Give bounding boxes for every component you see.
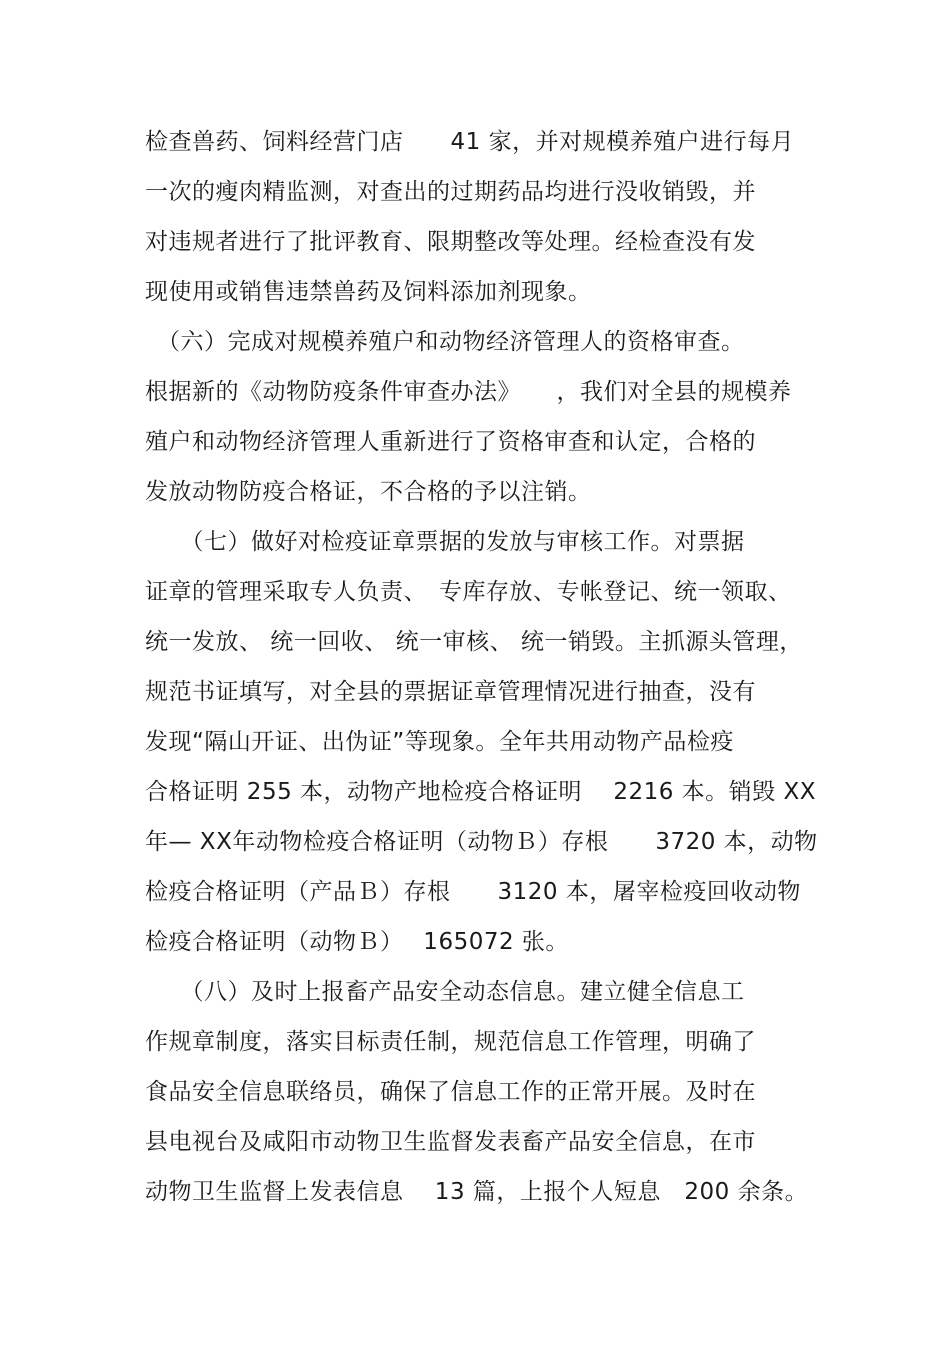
text-line: 检查兽药、饲料经营门店 41 家，并对规模养殖户进行每月 (145, 129, 795, 155)
text-line: 食品安全信息联络员，确保了信息工作的正常开展。及时在 (145, 1079, 756, 1105)
text-line: 统一发放、 统一回收、 统一审核、 统一销毁。主抓源头管理， (145, 629, 803, 655)
text-line: 合格证明 255 本，动物产地检疫合格证明 2216 本。销毁 XX (145, 779, 817, 805)
text-line: 作规章制度，落实目标责任制，规范信息工作管理，明确了 (145, 1029, 756, 1055)
text-line: 发现“隔山开证、出伪证”等现象。全年共用动物产品检疫 (145, 729, 734, 755)
text-line: 殖户和动物经济管理人重新进行了资格审查和认定，合格的 (145, 429, 756, 455)
section-heading-7: （七）做好对检疫证章票据的发放与审核工作。对票据 (145, 529, 745, 555)
text-line: 检疫合格证明（动物Ｂ） 165072 张。 (145, 929, 569, 955)
text-line: 根据新的《动物防疫条件审查办法》 ，我们对全县的规模养 (145, 379, 792, 405)
text-line: 发放动物防疫合格证，不合格的予以注销。 (145, 479, 592, 505)
text-line: 对违规者进行了批评教育、限期整改等处理。经检查没有发 (145, 229, 756, 255)
text-line: 检疫合格证明（产品Ｂ）存根 3120 本，屠宰检疫回收动物 (145, 879, 801, 905)
text-line: 现使用或销售违禁兽药及饲料添加剂现象。 (145, 279, 592, 305)
text-line: 动物卫生监督上发表信息 13 篇，上报个人短息 200 余条。 (145, 1179, 809, 1205)
text-line: 规范书证填写，对全县的票据证章管理情况进行抽查，没有 (145, 679, 756, 705)
section-heading-6: （六）完成对规模养殖户和动物经济管理人的资格审查。 (145, 329, 745, 355)
text-line: 县电视台及咸阳市动物卫生监督发表畜产品安全信息，在市 (145, 1129, 756, 1155)
section-heading-8: （八）及时上报畜产品安全动态信息。建立健全信息工 (145, 979, 745, 1005)
text-line: 一次的瘦肉精监测，对查出的过期药品均进行没收销毁，并 (145, 179, 756, 205)
text-line: 年— XX年动物检疫合格证明（动物Ｂ）存根 3720 本，动物 (145, 829, 818, 855)
text-line: 证章的管理采取专人负责、 专库存放、专帐登记、统一领取、 (145, 579, 792, 605)
